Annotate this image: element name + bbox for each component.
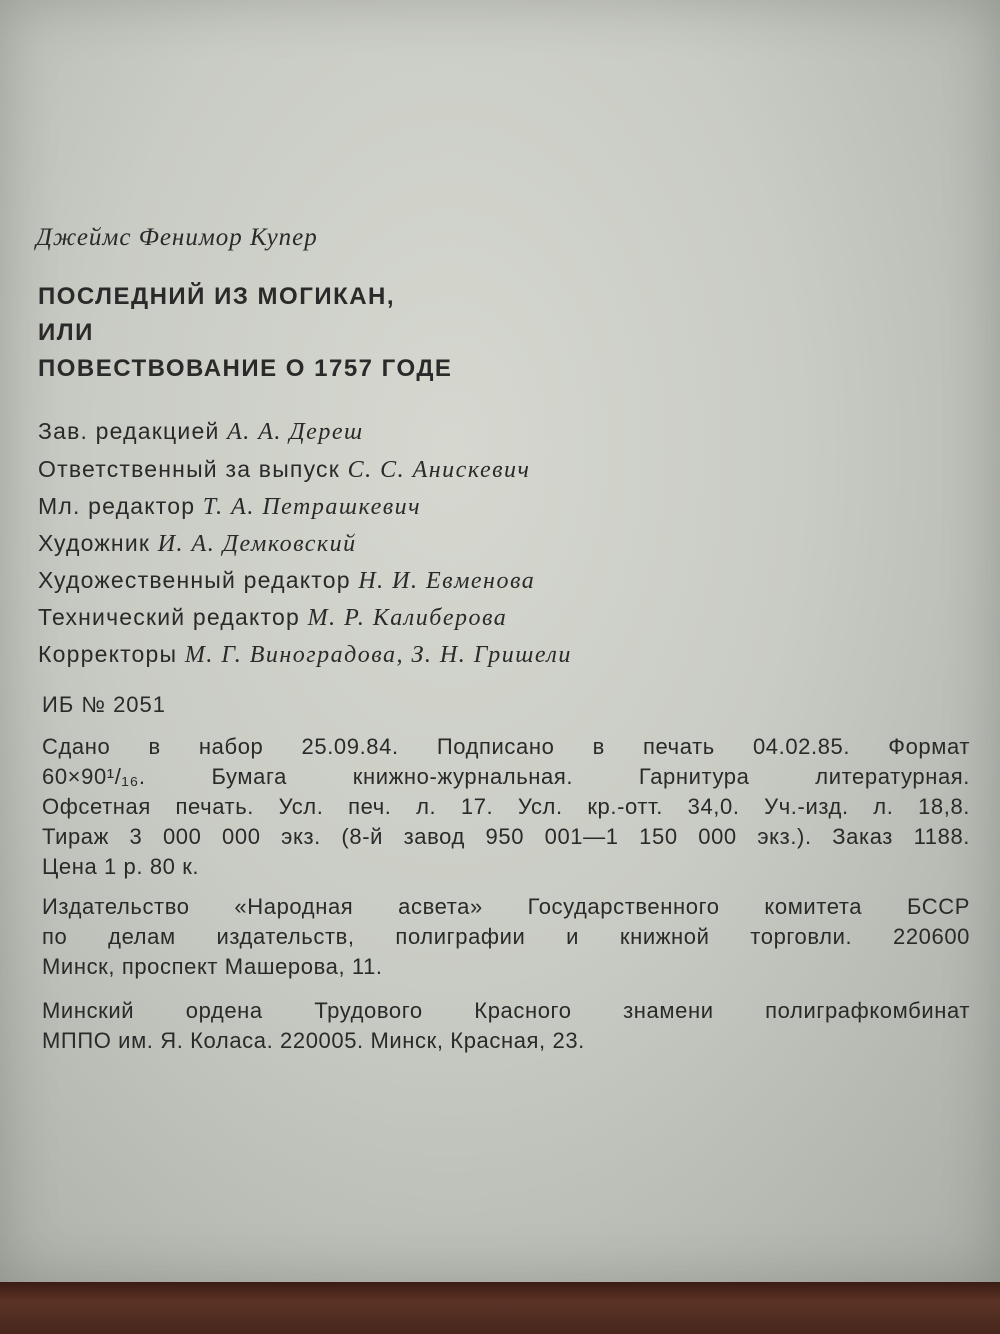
print-info-line: 60×90¹/₁₆. Бумага книжно-журнальная. Гарнитура литературная. (42, 764, 970, 789)
book-title-line-3: ПОВЕСТВОВАНИЕ О 1757 ГОДЕ (38, 355, 453, 382)
credit-role: Технический редактор (38, 604, 300, 630)
credit-line (38, 530, 357, 558)
publisher-line: Издательство «Народная асвета» Государственного комитета БССР (42, 894, 970, 919)
credit-line (38, 641, 572, 669)
print-info-line: Тираж 3 000 000 экз. (8-й завод 950 001—1 150 000 экз.). Заказ 1188. (42, 824, 970, 849)
printer-line: Минский ордена Трудового Красного знамени полиграфкомбинат (42, 998, 970, 1023)
printer-line: МППО им. Я. Коласа. 220005. Минск, Красная, 23. (42, 1028, 585, 1053)
print-info-line: Сдано в набор 25.09.84. Подписано в печать 04.02.85. Формат (42, 734, 970, 759)
print-info-block (42, 732, 970, 882)
credit-person: А. А. Дереш (227, 419, 364, 445)
credit-role: Зав. редакцией (38, 418, 220, 444)
publisher-line: по делам издательств, полиграфии и книжной торговли. 220600 (42, 924, 970, 949)
page-edge (0, 1282, 1000, 1300)
credit-person: С. С. Анискевич (347, 457, 531, 483)
credit-role: Мл. редактор (38, 493, 196, 519)
print-info-line: Цена 1 р. 80 к. (42, 854, 200, 879)
book-title-line-1: ПОСЛЕДНИЙ ИЗ МОГИКАН, (38, 283, 396, 310)
credit-role: Художник (38, 530, 151, 556)
book-cover (0, 1300, 1000, 1334)
book-title-line-2: ИЛИ (38, 319, 94, 346)
printer-block (42, 996, 970, 1056)
publisher-block (42, 892, 970, 982)
credit-role: Ответственный за выпуск (38, 456, 340, 482)
print-info-line: Офсетная печать. Усл. печ. л. 17. Усл. кр.-отт. 34,0. Уч.-изд. л. 18,8. (42, 794, 970, 819)
credit-person: М. Г. Виноградова, З. Н. Гришели (184, 642, 572, 668)
credit-role: Корректоры (38, 641, 178, 667)
credit-role: Художественный редактор (38, 567, 351, 593)
credit-line (38, 604, 507, 632)
author-name: Джеймс Фенимор Купер (36, 224, 318, 251)
ib-number: ИБ № 2051 (42, 692, 167, 717)
credit-person: М. Р. Калиберова (307, 605, 508, 631)
credit-person: И. А. Демковский (157, 531, 357, 557)
credit-line (38, 456, 530, 484)
credit-line (38, 567, 535, 595)
publisher-line: Минск, проспект Машерова, 11. (42, 954, 383, 979)
credit-person: Н. И. Евменова (358, 568, 536, 594)
credit-person: Т. А. Петрашкевич (202, 494, 422, 520)
credit-line (38, 418, 364, 446)
credit-line (38, 493, 421, 521)
